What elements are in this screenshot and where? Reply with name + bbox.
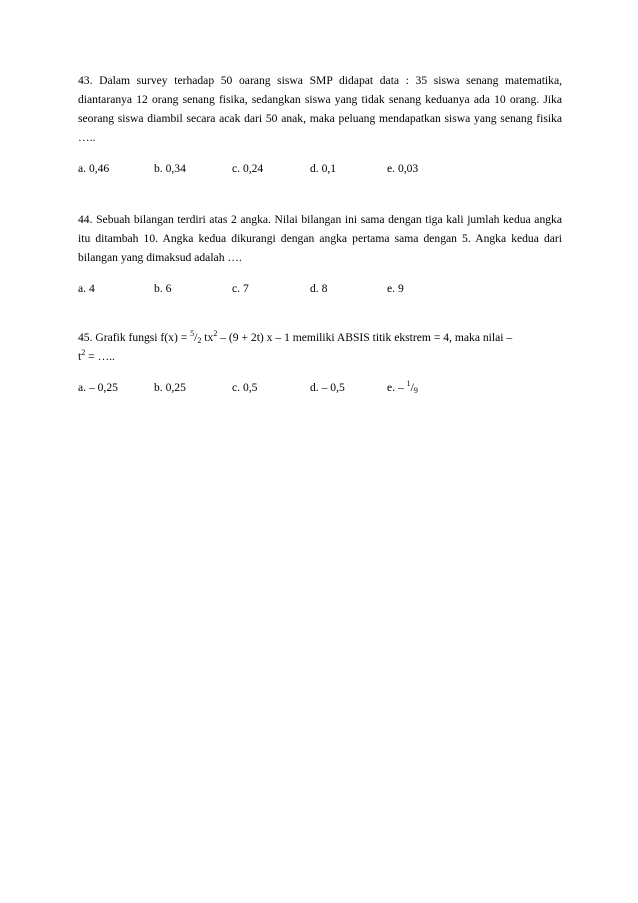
question-45 [78,328,562,397]
question-43-options [78,159,562,178]
q45-text-part-5: = ….. [85,350,115,363]
option-e-prefix: e. – [387,381,407,394]
question-44-text: 44. Sebuah bilangan terdiri atas 2 angka. Nilai bilangan ini sama dengan tiga kali jumlah kedua angka itu ditambah 10. Angka kedua dikurangi dengan angka pertama sama dengan 5. Angka kedua dari bilangan yang dimaksud adalah …. [78,213,562,264]
option-c: c. 0,5 [232,381,258,394]
question-45-options [78,378,562,397]
question-43-text: 43. Dalam survey terhadap 50 oarang siswa SMP didapat data : 35 siswa senang matematika, diantaranya 12 orang senang fisika, sedangkan siswa yang tidak senang keduanya ada 10 orang. Jika seorang siswa diambil secara acak dari 50 anak, maka peluang mendapatkan siswa yang senang fisika ….. [78,74,562,144]
option-a: a. – 0,25 [78,381,118,394]
q45-text-part-3: – (9 + 2t) x – 1 memiliki ABSIS titik ekstrem = 4, maka nilai – [217,331,513,344]
fraction-slash: / [194,331,198,344]
option-c: c. 7 [232,282,249,295]
option-e: e. 0,03 [387,162,419,175]
option-b: b. 0,34 [154,162,186,175]
question-43 [78,71,562,178]
question-44-options [78,279,562,298]
q45-text-part-2: tx [201,331,214,344]
option-e-numerator: 1 [406,379,411,388]
question-45-text [78,328,562,366]
option-b: b. 0,25 [154,381,186,394]
option-a: a. 0,46 [78,162,110,175]
q45-text-part-1: 45. Grafik fungsi f(x) = [78,331,191,344]
option-e-denominator: 9 [413,386,418,395]
fraction-numerator: 5 [190,329,195,338]
option-b: b. 6 [154,282,172,295]
exponent-2: 2 [213,329,218,338]
q45-text-part-4: t [78,350,82,363]
option-c: c. 0,24 [232,162,264,175]
option-d: d. – 0,5 [310,381,345,394]
option-d: d. 0,1 [310,162,337,175]
option-a: a. 4 [78,282,95,295]
exponent-2b: 2 [81,348,86,357]
question-44 [78,210,562,298]
option-e: e. 9 [387,282,404,295]
fraction-denominator: 2 [197,336,202,345]
option-e-slash: / [410,381,414,394]
option-d: d. 8 [310,282,328,295]
option-e [387,378,418,397]
